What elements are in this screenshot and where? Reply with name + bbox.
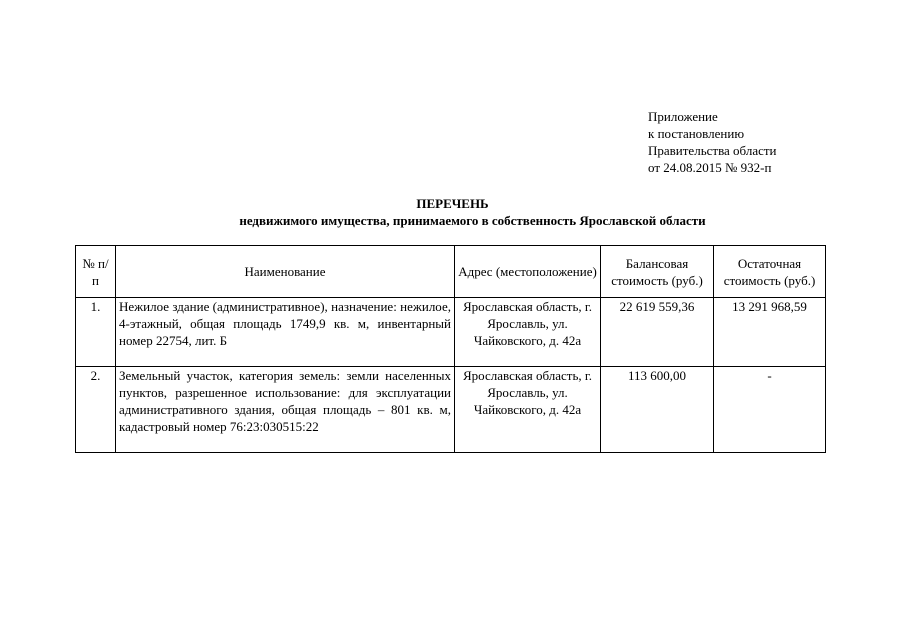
header-num: № п/п: [76, 246, 116, 298]
appendix-line-1: Приложение: [648, 109, 718, 124]
cell-residual: -: [714, 367, 826, 453]
appendix-line-3: Правительства области: [648, 143, 777, 158]
table-header-row: [76, 246, 826, 298]
cell-residual: 13 291 968,59: [714, 298, 826, 367]
table-row: [76, 298, 826, 367]
document-title: ПЕРЕЧЕНЬ: [416, 196, 489, 211]
cell-name: Земельный участок, категория земель: земли населенных пунктов, разрешенное использование: для эксплуатации административного здания, общая площадь – 801 кв. м, кадастровый номер 76:23:030515:22: [116, 367, 455, 453]
cell-num: 2.: [76, 367, 116, 453]
property-table: [75, 245, 826, 453]
cell-balance: 113 600,00: [601, 367, 714, 453]
cell-num: 1.: [76, 298, 116, 367]
header-address: Адрес (местоположение): [455, 246, 601, 298]
header-residual: Остаточная стоимость (руб.): [714, 246, 826, 298]
appendix-line-2: к постановлению: [648, 126, 745, 141]
header-balance: Балансовая стоимость (руб.): [601, 246, 714, 298]
table-row: [76, 367, 826, 453]
appendix-line-4: от 24.08.2015 № 932-п: [648, 160, 772, 175]
cell-name: Нежилое здание (административное), назначение: нежилое, 4-этажный, общая площадь 1749,9 кв. м, инвентарный номер 22754, лит. Б: [116, 298, 455, 367]
cell-address: Ярославская область, г. Ярославль, ул. Чайковского, д. 42а: [455, 298, 601, 367]
header-name: Наименование: [116, 246, 455, 298]
document-subtitle: недвижимого имущества, принимаемого в собственность Ярославской области: [239, 213, 706, 228]
appendix-note: [648, 108, 777, 176]
cell-address: Ярославская область, г. Ярославль, ул. Чайковского, д. 42а: [455, 367, 601, 453]
cell-balance: 22 619 559,36: [601, 298, 714, 367]
